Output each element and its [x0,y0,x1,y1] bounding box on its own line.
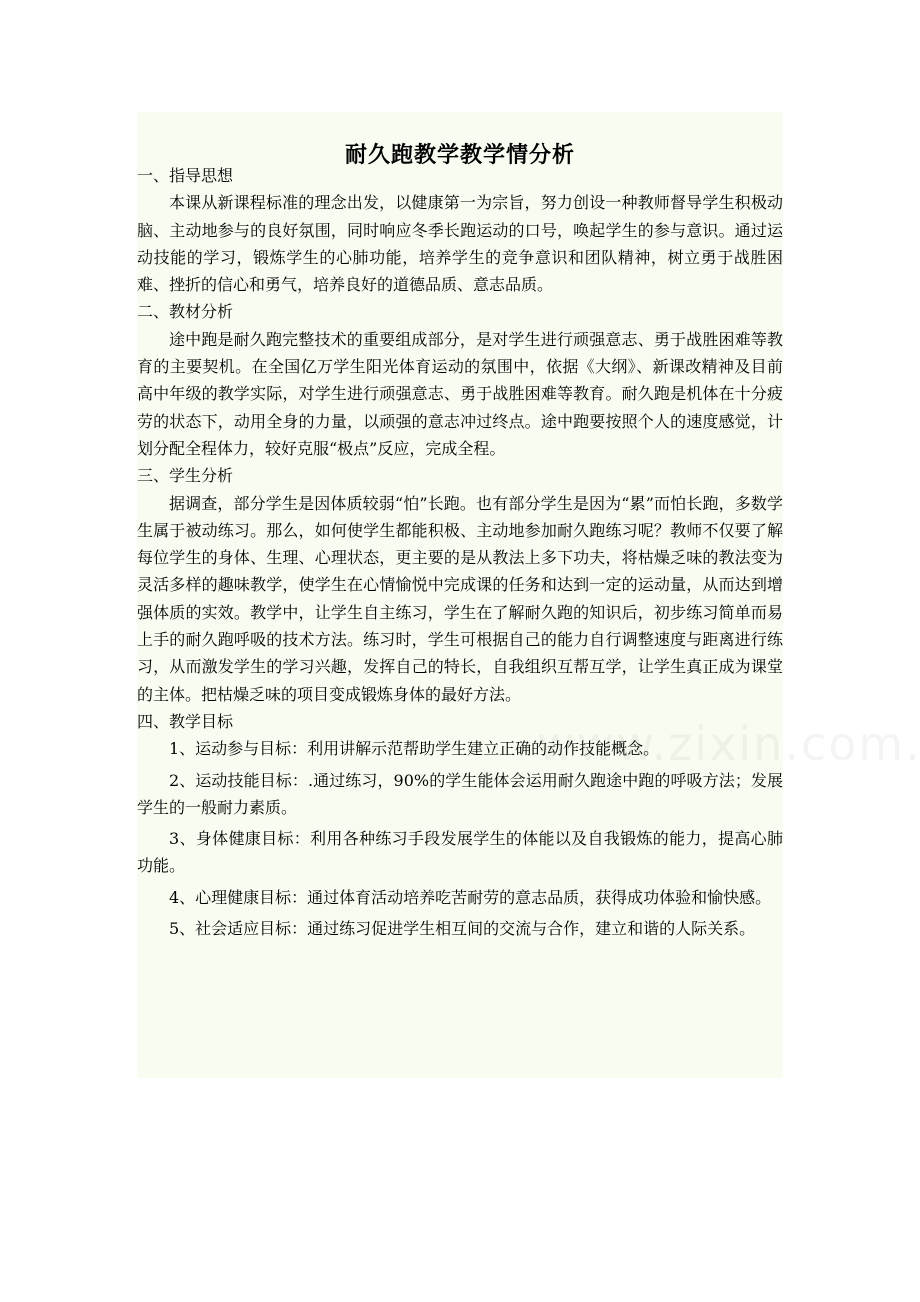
goal-item-participation: 1、运动参与目标：利用讲解示范帮助学生建立正确的动作技能概念。 [169,739,660,759]
document-body [137,162,783,946]
section-heading-material-analysis: 二、教材分析 [137,302,234,322]
document-title: 耐久跑教学教学情分析 [344,141,575,168]
goal-item-social-adaptation: 5、社会适应目标：通过练习促进学生相互间的交流与合作，建立和谐的人际关系。 [169,919,756,939]
section-heading-teaching-goals: 四、教学目标 [137,711,234,731]
paragraph-student-analysis: 据调查，部分学生是因体质较弱“怕”长跑。也有部分学生是因为“累”而怕长跑，多数学生属于被动练习。那么，如何使学生都能积极、主动地参加耐久跑练习呢？教师不仅要了解每位学生的身体、生理、心理状态，更主要的是从教法上多下功夫，将枯燥乏味的教法变为灵活多样的趣味教学，使学生在心情愉悦中完成课的任务和达到一定的运动量，从而达到增强体质的实效。教学中，让学生自主练习，学生在了解耐久跑的知识后，初步练习简单而易上手的耐久跑呼吸的技术方法。练习时，学生可根据自己的能力自行调整速度与距离进行练习，从而激发学生的学习兴趣，发挥自己的特长，自我组织互帮互学，让学生真正成为课堂的主体。把枯燥乏味的项目变成锻炼身体的最好方法。 [137,493,783,704]
goal-item-skill: 2、运动技能目标：.通过练习，90%的学生能体会运用耐久跑途中跑的呼吸方法；发展学生的一般耐力素质。 [137,770,783,817]
paragraph-guiding-ideology: 本课从新课程标准的理念出发，以健康第一为宗旨，努力创设一种教师督导学生积极动脑、主动地参与的良好氛围，同时响应冬季长跑运动的口号，唤起学生的参与意识。通过运动技能的学习，锻炼学生的心肺功能，培养学生的竞争意识和团队精神，树立勇于战胜困难、挫折的信心和勇气，培养良好的道德品质、意志品质。 [137,193,783,295]
goal-item-mental-health: 4、心理健康目标：通过体育活动培养吃苦耐劳的意志品质，获得成功体验和愉快感。 [169,887,772,907]
paragraph-material-analysis: 途中跑是耐久跑完整技术的重要组成部分，是对学生进行顽强意志、勇于战胜困难等教育的主要契机。在全国亿万学生阳光体育运动的氛围中，依据《大纲》、新课改精神及目前高中年级的教学实际，对学生进行顽强意志、勇于战胜困难等教育。耐久跑是机体在十分疲劳的状态下，动用全身的力量，以顽强的意志冲过终点。途中跑要按照个人的速度感觉，计划分配全程体力，较好克服“极点”反应，完成全程。 [137,329,783,458]
goal-item-physical-health: 3、身体健康目标：利用各种练习手段发展学生的体能以及自我锻炼的能力，提高心肺功能。 [137,829,783,876]
section-heading-guiding-ideology: 一、指导思想 [137,166,234,185]
section-heading-student-analysis: 三、学生分析 [137,466,234,486]
document-page [137,112,783,1078]
